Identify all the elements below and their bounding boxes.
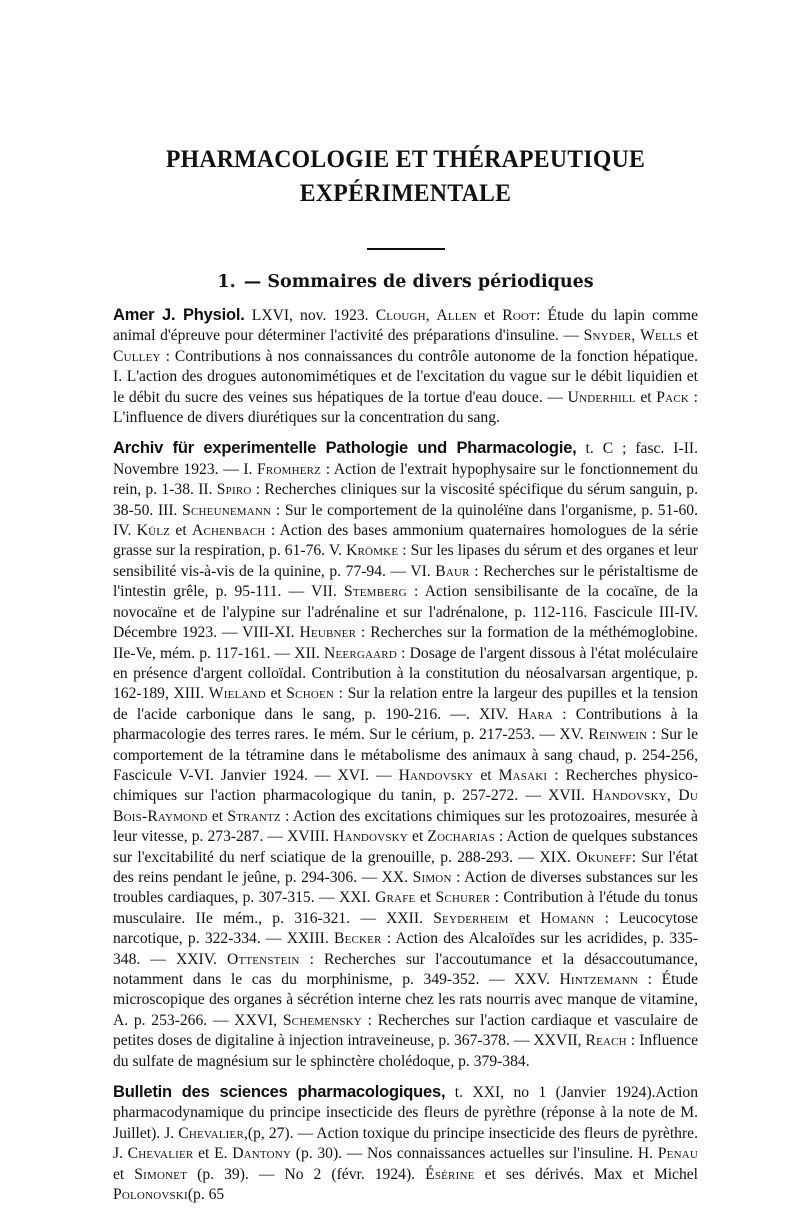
document-page xyxy=(113,0,698,1205)
page-title xyxy=(133,142,677,210)
author-name: Seyderheim xyxy=(433,909,509,927)
section-heading xyxy=(113,270,698,294)
entry-text: : Étude du lapin comme animal d'épreuve pour déterminer l'activité des préparations d'insuline. — xyxy=(113,307,698,345)
entry-text: t. XXI, no 1 (Janvier 1924).Action pharmacodynamique du principe insecticide des fleurs de pyrèthre (réponse à la note de M. Juillet). J. xyxy=(113,1084,698,1142)
author-name: Pack xyxy=(656,388,689,406)
author-name: Masaki xyxy=(498,766,548,784)
author-name: Scheunemann xyxy=(182,501,272,519)
title-line-1: PHARMACOLOGIE ET THÉRAPEUTIQUE xyxy=(165,144,646,173)
entry-text: (p. 65 xyxy=(187,1186,225,1204)
author-name: Spiro xyxy=(216,481,252,499)
author-name: Reach xyxy=(585,1032,627,1050)
author-name: Handovsky xyxy=(333,828,408,846)
section-title: — Sommaires de divers périodiques xyxy=(243,272,594,292)
author-name: Chevalier xyxy=(178,1124,245,1142)
entry-text: : Sur le comportement de la quinoléïne dans l'organisme, p. 51-60. IV. xyxy=(113,501,698,540)
periodicals-list xyxy=(113,305,698,1205)
author-name: Ottenstein xyxy=(226,950,300,968)
author-name: Wieland xyxy=(208,685,266,703)
author-name: Strantz xyxy=(227,807,281,825)
author-name: Clough, Allen xyxy=(375,307,477,324)
periodical-entry xyxy=(113,438,698,1072)
entry-text: et xyxy=(635,388,657,406)
entry-text: : Sur le comportement de la tétramine dans le métabolisme des animaux à sang chaud, p. 254-256, Fascicule V-VI. Janvier 1924. — XVI. — xyxy=(113,726,698,784)
journal-name: Archiv für experimentelle Pathologie und Pharmacologie, xyxy=(113,439,577,458)
section-number: 1. xyxy=(217,272,236,292)
entry-text: : Recherches physico-chimiques sur l'action pharmacologique du tanin, p. 257-272. — XVII. xyxy=(113,766,699,805)
author-name: Okuneff xyxy=(576,848,632,866)
author-name: Penau xyxy=(657,1145,699,1163)
entry-text: (p. 30). — Nos connaissances actuelles sur l'insuline. H. xyxy=(291,1145,658,1163)
author-name: Becker xyxy=(333,930,382,948)
author-name: Schemensky xyxy=(282,1011,362,1029)
author-name: Neergaard xyxy=(324,644,397,662)
periodical-entry xyxy=(113,305,698,428)
entry-text: et ses dérivés. Max et Michel xyxy=(474,1165,699,1183)
entry-text: et xyxy=(207,807,228,825)
entry-text: LXVI, nov. 1923. xyxy=(244,307,376,324)
entry-text: : Sur la relation entre la largeur des pupilles et la tension de l'acide carbonique dans le sang, p. 190-216. —. XIV. xyxy=(113,685,698,723)
entry-text: : Recherches sur l'accoutumance et la désaccoutumance, notamment dans le cas du morphinisme, p. 349-352. — XXV. xyxy=(113,950,698,988)
author-name: Külz xyxy=(136,522,171,540)
entry-text: : Contributions à nos connaissances du contrôle autonome de la fonction hépatique. I. L'action des drogues autonomimétiques et de l'excitation du vague sur le débit liquidien et le débit du sucre des veines sus hépatiques de la tortue d'eau douce. — xyxy=(113,347,698,406)
entry-text: et E. xyxy=(193,1145,233,1163)
author-name: Handovsky xyxy=(398,766,474,784)
entry-text: : Action des Alcaloïdes sur les acridides, p. 335-348. — XXIV. xyxy=(113,930,698,968)
author-name: Handovsky, Du Bois-Raymond xyxy=(113,787,698,825)
entry-text: : Action de l'extrait hypophysaire sur le fonctionnement du rein, p. 1-38. II. xyxy=(113,460,698,499)
author-name: Schurer xyxy=(435,889,491,907)
entry-text: : Action sensibilisante de la cocaïne, de la novocaïne et de l'alypine sur l'adrénaline et sur l'adrénalone, p. 112-116. Fascicule III-IV. Décembre 1923. — VIII-XI. xyxy=(113,583,698,642)
entry-text: : Sur les lipases du sérum et des organes et leur sensibilité vis-à-vis de la quinine, p. 77-94. — VI. xyxy=(113,542,699,580)
author-name: Reinwein xyxy=(588,726,648,744)
entry-text: : Recherches sur la formation de la méthémoglobine. IIe-Ve, mém. p. 117-161. — XII. xyxy=(113,624,698,662)
author-name: Chevalier xyxy=(127,1145,194,1163)
author-name: Achenbach xyxy=(191,522,266,540)
author-name: Krömke xyxy=(346,542,399,560)
author-name: Ésérine xyxy=(425,1165,475,1183)
entry-text: : Recherches cliniques sur la viscosité spécifique du sérum sanguin, p. 38-50. III. xyxy=(113,481,698,519)
entry-text: : Contribution à l'étude du tonus musculaire. IIe mém., p. 316-321. — XXII. xyxy=(113,889,698,927)
author-name: Dantony xyxy=(232,1145,292,1163)
entry-text: ,(p, 27). — Action toxique du principe insecticide des fleurs de pyrèthre. J. xyxy=(113,1124,698,1163)
journal-name: Bulletin des sciences pharmacologiques, xyxy=(113,1083,446,1102)
author-name: Hintzemann xyxy=(559,971,639,988)
entry-text: : Recherches sur le péristaltisme de l'intestin grêle, p. 95-111. — VII. xyxy=(113,562,698,601)
author-name: Baur xyxy=(435,562,470,580)
author-name: Underhill xyxy=(567,388,636,406)
entry-text: et xyxy=(415,889,436,907)
entry-text: : Action de diverses substances sur les troubles cardiaques, p. 307-315. — XXI. xyxy=(113,868,699,907)
author-name: Simon xyxy=(412,868,452,886)
entry-text: : Recherches sur l'action cardiaque et vasculaire de petites doses de digitaline à injection intraveineuse, p. 367-378. — XXVII, xyxy=(113,1011,698,1050)
author-name: Schoen xyxy=(286,685,335,703)
entry-text: et xyxy=(170,522,192,540)
author-name: Heubner xyxy=(299,624,357,642)
entry-text: et xyxy=(265,685,287,703)
entry-text: et xyxy=(473,766,499,784)
journal-name: Amer J. Physiol. xyxy=(113,306,245,324)
entry-text: : Action de quelques substances sur l'excitabilité du nerf sciatique de la grenouille, p. 288-293. — XIX. xyxy=(113,828,698,866)
title-line-2: EXPÉRIMENTALE xyxy=(299,178,512,207)
author-name: Zocharias xyxy=(427,828,495,846)
title-divider xyxy=(367,248,445,250)
entry-text: et xyxy=(476,307,503,324)
entry-text: t. C ; fasc. I-II. Novembre 1923. — I. xyxy=(113,440,698,478)
periodical-entry xyxy=(113,1082,698,1205)
author-name: Simonet xyxy=(134,1165,188,1183)
entry-text: : Action des excitations chimiques sur les protozoaires, mesurée à leur vitesse, p. 273-287. — XVIII. xyxy=(113,807,698,846)
author-name: Root xyxy=(502,307,537,324)
entry-text: et xyxy=(508,909,541,927)
author-name: Homann xyxy=(540,909,595,927)
author-name: Polonovski xyxy=(113,1186,188,1204)
entry-text: : Influence du sulfate de magnésium sur le sphinctère cholédoque, p. 379-384. xyxy=(113,1032,698,1070)
author-name: Culley xyxy=(113,347,161,365)
entry-text: : Action des bases ammonium quaternaires homologues de la série grasse sur la respiration, p. 61-76. V. xyxy=(113,522,698,560)
entry-text: et xyxy=(407,828,428,846)
author-name: Hara xyxy=(517,705,554,723)
entry-text: (p. 39). — No 2 (févr. 1924). xyxy=(187,1165,426,1183)
entry-text: : Dosage de l'argent dissous à l'état moléculaire en présence d'argent colloïdal. Contribution à la constitution du néosalvarsan argentique, p. 162-189, XIII. xyxy=(113,644,698,703)
author-name: Snyder, Wells xyxy=(583,327,683,345)
author-name: Fromherz xyxy=(257,460,322,478)
entry-text: : Sur l'état des reins pendant le jeûne, p. 294-306. — XX. xyxy=(113,848,698,886)
entry-text: : Étude microscopique des organes à sécrétion interne chez les rats nourris avec manque de vitamine, A. p. 253-266. — XXVI, xyxy=(113,971,698,1029)
entry-text: : Contributions à la pharmacologie des terres rares. Ie mém. Sur le cérium, p. 217-253. — XV. xyxy=(113,705,698,744)
author-name: Grafe xyxy=(375,889,416,907)
entry-text: : Leucocytose narcotique, p. 322-334. — XXIII. xyxy=(113,909,698,948)
entry-text: et xyxy=(682,327,698,345)
entry-text: et xyxy=(113,1165,135,1183)
author-name: Stemberg xyxy=(343,583,407,601)
entry-text: : L'influence de divers diurétiques sur la concentration du sang. xyxy=(113,388,698,427)
